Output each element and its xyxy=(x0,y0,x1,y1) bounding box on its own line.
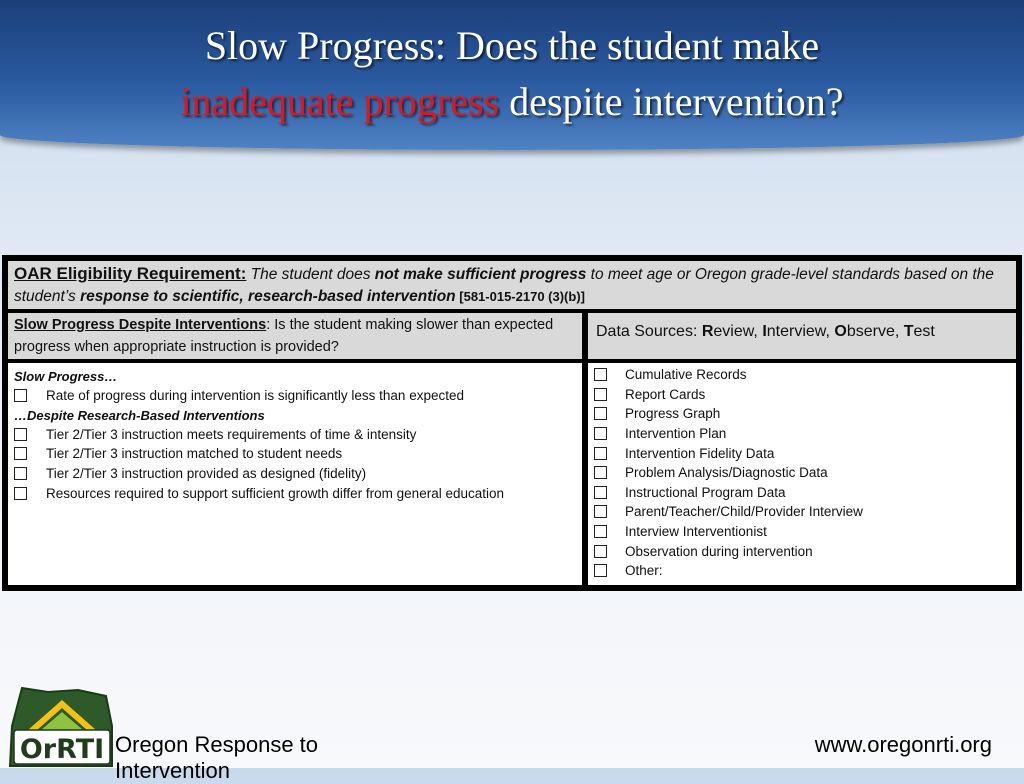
checkbox[interactable] xyxy=(594,486,607,499)
checkbox[interactable] xyxy=(594,368,607,381)
source-item-label: Intervention Plan xyxy=(625,426,727,442)
source-item-label: Report Cards xyxy=(625,386,706,402)
title-highlight: inadequate progress xyxy=(180,79,500,124)
org-line: Intervention xyxy=(115,758,230,783)
logo-text: OrRTI xyxy=(19,734,105,765)
checklist-item-label: Rate of progress during intervention is significantly less than expected xyxy=(46,388,464,404)
source-item xyxy=(594,365,1010,385)
source-item xyxy=(594,424,1010,444)
title-rest: despite intervention? xyxy=(499,79,844,124)
checkbox[interactable] xyxy=(594,447,607,460)
source-item xyxy=(594,522,1010,542)
organization-name xyxy=(115,732,318,784)
checklist-item-label: Tier 2/Tier 3 instruction meets requirements of time & intensity xyxy=(46,426,417,442)
requirement-bold: response to scientific, research-based intervention xyxy=(80,288,456,305)
sources-word: eview, xyxy=(713,323,763,340)
despite-interventions-subhead: …Despite Research-Based Interventions xyxy=(14,407,265,423)
checkbox[interactable] xyxy=(594,564,607,577)
checkbox[interactable] xyxy=(594,466,607,479)
source-item xyxy=(594,561,1010,581)
requirement-text: to meet age or Oregon grade-level standards based on the student’s xyxy=(14,266,994,305)
source-item-label: Observation during intervention xyxy=(625,543,813,559)
slide-title xyxy=(0,18,1024,130)
slow-progress-subhead: Slow Progress… xyxy=(14,369,118,384)
source-item-label: Intervention Fidelity Data xyxy=(625,445,775,461)
oar-requirement xyxy=(8,261,1016,309)
checklist-item-label: Tier 2/Tier 3 instruction matched to student needs xyxy=(46,446,343,462)
source-item xyxy=(594,385,1010,405)
checkbox[interactable] xyxy=(594,505,607,518)
eligibility-form xyxy=(2,255,1022,591)
sources-initial: I xyxy=(762,323,767,340)
sources-word: est xyxy=(913,323,935,340)
source-item xyxy=(594,463,1010,483)
source-item-label: Parent/Teacher/Child/Provider Interview xyxy=(625,504,863,520)
checkbox[interactable] xyxy=(14,467,27,480)
requirement-text: The student does xyxy=(246,266,375,283)
source-item-label: Problem Analysis/Diagnostic Data xyxy=(625,465,828,481)
checkbox[interactable] xyxy=(594,427,607,440)
website-url[interactable]: www.oregonrti.org xyxy=(814,732,992,757)
orrti-logo xyxy=(8,686,116,768)
slow-progress-checklist xyxy=(8,363,582,585)
checkbox[interactable] xyxy=(14,447,27,460)
title-line1: Slow Progress: Does the student make xyxy=(204,23,820,68)
checklist-item xyxy=(14,425,576,445)
sources-initial: T xyxy=(903,323,914,340)
checkbox[interactable] xyxy=(594,388,607,401)
checklist-item-label: Resources required to support sufficient growth differ from general education xyxy=(46,485,505,501)
sources-initial: R xyxy=(701,323,714,340)
data-sources-header xyxy=(588,313,1016,359)
slow-progress-header xyxy=(8,313,582,359)
org-line: Oregon Response to xyxy=(115,732,319,757)
requirement-bold: not make sufficient progress xyxy=(374,266,587,283)
source-item-label: Progress Graph xyxy=(625,406,721,422)
source-item xyxy=(594,443,1010,463)
title-banner xyxy=(0,0,1024,150)
checklist-item xyxy=(14,464,576,484)
slow-progress-label: Slow Progress Despite Interventions xyxy=(14,317,267,333)
checklist-item xyxy=(14,483,576,503)
checkbox[interactable] xyxy=(14,428,27,441)
sources-word: bserve, xyxy=(846,323,904,340)
source-item-label: Other: xyxy=(625,563,663,579)
source-item-label: Interview Interventionist xyxy=(625,524,767,540)
requirement-citation: [581-015-2170 (3)(b)] xyxy=(455,289,585,304)
checkbox[interactable] xyxy=(14,389,27,402)
oar-requirement-label: OAR Eligibility Requirement: xyxy=(14,264,247,283)
checklist-item-label: Tier 2/Tier 3 instruction provided as designed (fidelity) xyxy=(46,466,367,482)
checklist-item xyxy=(14,386,576,406)
source-item-label: Cumulative Records xyxy=(625,367,747,383)
source-item xyxy=(594,502,1010,522)
sources-initial: O xyxy=(834,323,847,340)
data-sources-checklist xyxy=(588,363,1016,585)
slow-progress-question: : Is the student making slower than expected progress when appropriate instruction is provided? xyxy=(14,317,554,355)
source-item-label: Instructional Program Data xyxy=(625,484,786,500)
checkbox[interactable] xyxy=(594,407,607,420)
source-item xyxy=(594,404,1010,424)
checklist-item xyxy=(14,444,576,464)
checkbox[interactable] xyxy=(594,545,607,558)
source-item xyxy=(594,541,1010,561)
sources-word: nterview, xyxy=(766,323,835,340)
checkbox[interactable] xyxy=(594,525,607,538)
source-item xyxy=(594,483,1010,503)
data-sources-label: Data Sources: xyxy=(596,323,702,340)
checkbox[interactable] xyxy=(14,487,27,500)
